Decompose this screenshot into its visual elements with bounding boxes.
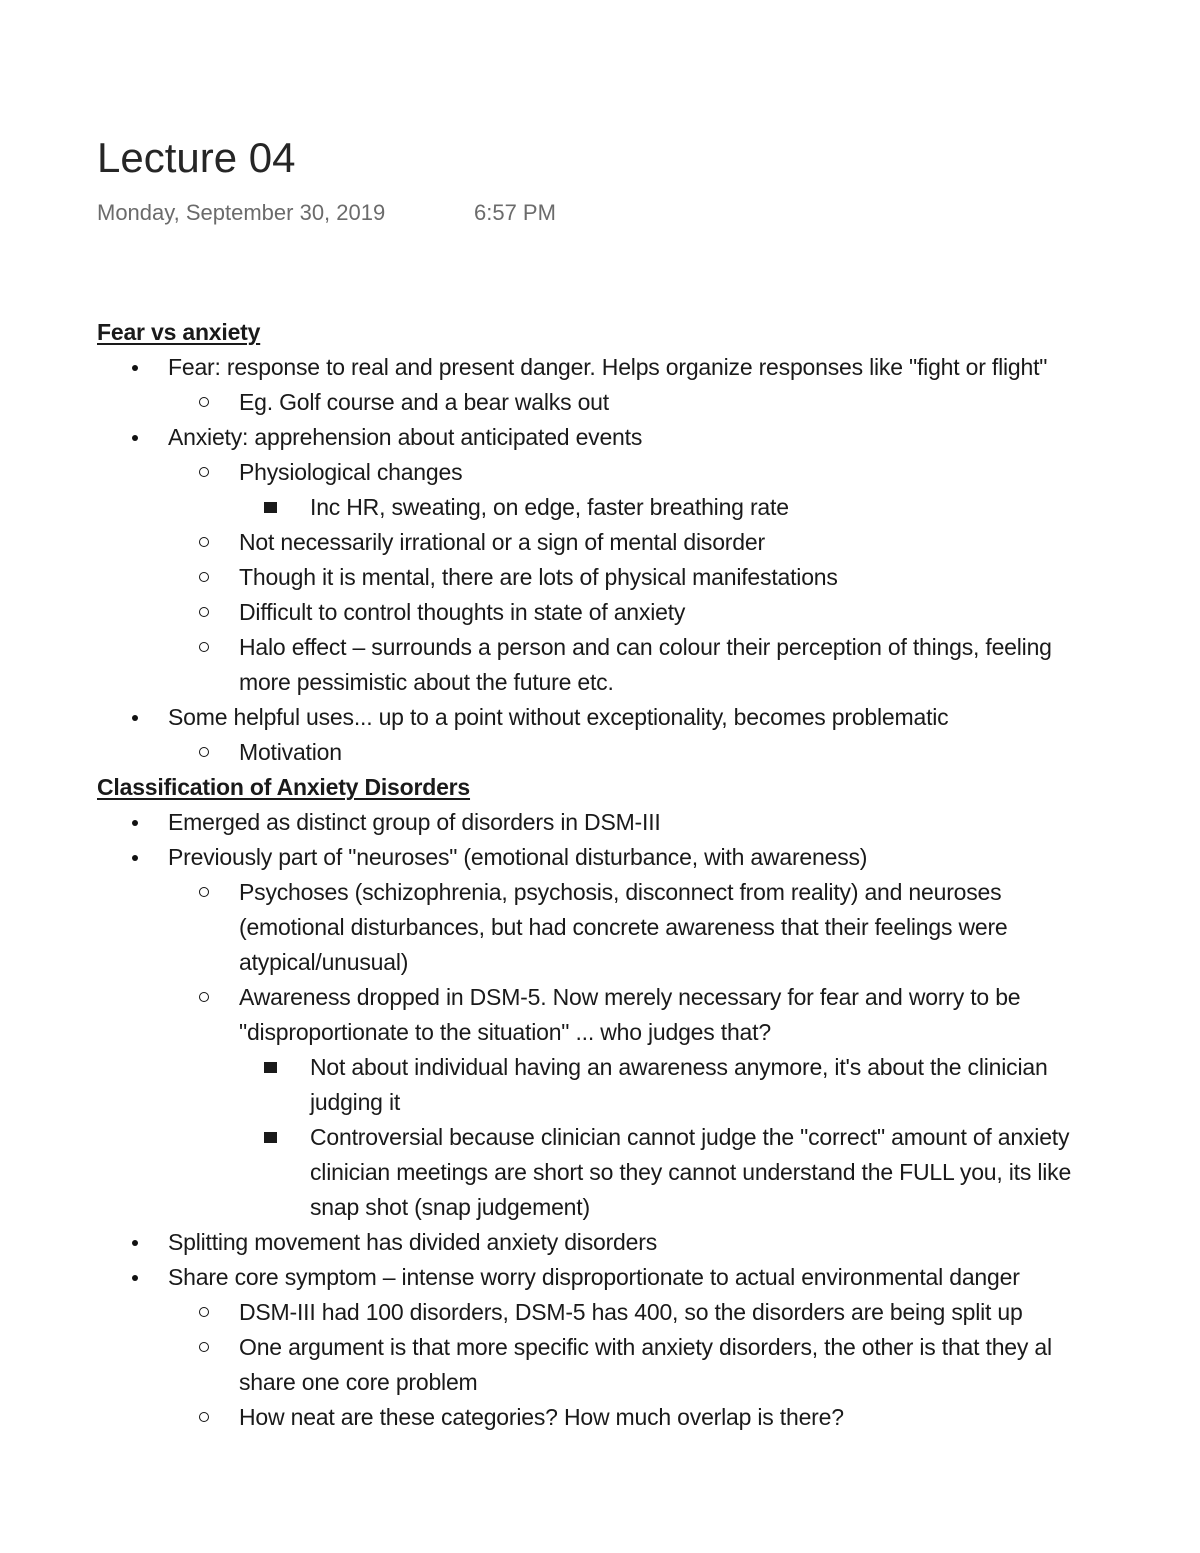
list-item <box>97 385 1200 420</box>
list-item-text: DSM-III had 100 disorders, DSM-5 has 400, so the disorders are being split up <box>239 1299 1023 1325</box>
bullet-circle-icon <box>194 525 214 560</box>
list-item-text: Controversial because clinician cannot judge the "correct" amount of anxiety <box>310 1124 1070 1150</box>
bullet-circle-icon <box>194 630 214 665</box>
list-item <box>97 1260 1200 1295</box>
bullet-square-icon <box>257 1120 277 1155</box>
list-item <box>97 630 1200 700</box>
bullet-dot-icon <box>125 840 145 875</box>
bullet-circle-icon <box>194 1295 214 1330</box>
note-timestamp <box>97 200 556 226</box>
list-item-text: Emerged as distinct group of disorders in DSM-III <box>168 809 661 835</box>
list-item-text: Motivation <box>239 739 342 765</box>
list-item-text: Psychoses (schizophrenia, psychosis, disconnect from reality) and neuroses <box>239 879 1002 905</box>
list-item-text: clinician meetings are short so they cannot understand the FULL you, its like <box>310 1159 1072 1185</box>
list-item <box>97 805 1200 840</box>
bullet-circle-icon <box>194 980 214 1015</box>
list-item-text: Previously part of "neuroses" (emotional disturbance, with awareness) <box>168 844 868 870</box>
list-item <box>97 1330 1200 1400</box>
bullet-dot-icon <box>125 700 145 735</box>
list-item-text: snap shot (snap judgement) <box>310 1194 590 1220</box>
list-item-text: "disproportionate to the situation" ... who judges that? <box>239 1019 771 1045</box>
list-item <box>97 420 1200 455</box>
list-item <box>97 1050 1200 1120</box>
list-item-text: Difficult to control thoughts in state of anxiety <box>239 599 686 625</box>
bullet-circle-icon <box>194 455 214 490</box>
list-item-text: Splitting movement has divided anxiety disorders <box>168 1229 657 1255</box>
bullet-circle-icon <box>194 875 214 910</box>
list-item-text: Awareness dropped in DSM-5. Now merely necessary for fear and worry to be <box>239 984 1021 1010</box>
list-item <box>97 525 1200 560</box>
list-item-text: Inc HR, sweating, on edge, faster breathing rate <box>310 494 789 520</box>
list-item-text: atypical/unusual) <box>239 949 409 975</box>
list-item <box>97 350 1200 385</box>
list-item-text: (emotional disturbances, but had concrete awareness that their feelings were <box>239 914 1008 940</box>
list-item-text: Halo effect – surrounds a person and can colour their perception of things, feeling <box>239 634 1052 660</box>
list-item <box>97 1225 1200 1260</box>
bullet-dot-icon <box>125 1225 145 1260</box>
section-heading: Fear vs anxiety <box>97 319 261 345</box>
list-item-text: Not about individual having an awareness anymore, it's about the clinician <box>310 1054 1048 1080</box>
bullet-circle-icon <box>194 1330 214 1365</box>
list-item <box>97 455 1200 490</box>
bullet-dot-icon <box>125 805 145 840</box>
list-item-text: Fear: response to real and present danger. Helps organize responses like "fight or flight" <box>168 354 1048 380</box>
list-item <box>97 980 1200 1050</box>
section-heading: Classification of Anxiety Disorders <box>97 774 471 800</box>
bullet-dot-icon <box>125 420 145 455</box>
bullet-dot-icon <box>125 350 145 385</box>
list-item <box>97 840 1200 875</box>
list-item-text: Share core symptom – intense worry disproportionate to actual environmental danger <box>168 1264 1020 1290</box>
list-item <box>97 1400 1200 1435</box>
list-item-text: How neat are these categories? How much overlap is there? <box>239 1404 844 1430</box>
list-item <box>97 595 1200 630</box>
list-item <box>97 490 1200 525</box>
list-item <box>97 875 1200 980</box>
bullet-circle-icon <box>194 560 214 595</box>
bullet-circle-icon <box>194 385 214 420</box>
list-item-text: Eg. Golf course and a bear walks out <box>239 389 609 415</box>
list-item <box>97 1295 1200 1330</box>
note-time: 6:57 PM <box>474 200 556 225</box>
bullet-circle-icon <box>194 595 214 630</box>
note-body <box>97 315 1200 1435</box>
list-item-text: Not necessarily irrational or a sign of mental disorder <box>239 529 765 555</box>
list-item-text: share one core problem <box>239 1369 478 1395</box>
list-item <box>97 1120 1200 1225</box>
bullet-square-icon <box>257 1050 277 1085</box>
bullet-circle-icon <box>194 1400 214 1435</box>
list-item-text: Anxiety: apprehension about anticipated events <box>168 424 643 450</box>
note-date: Monday, September 30, 2019 <box>97 200 386 225</box>
list-item <box>97 560 1200 595</box>
list-item-text: more pessimistic about the future etc. <box>239 669 614 695</box>
bullet-circle-icon <box>194 735 214 770</box>
bullet-dot-icon <box>125 1260 145 1295</box>
list-item-text: Some helpful uses... up to a point without exceptionality, becomes problematic <box>168 704 949 730</box>
list-item <box>97 735 1200 770</box>
list-item-text: Physiological changes <box>239 459 463 485</box>
list-item-text: One argument is that more specific with anxiety disorders, the other is that they al <box>239 1334 1052 1360</box>
list-item-text: judging it <box>310 1089 401 1115</box>
list-item <box>97 700 1200 735</box>
list-item-text: Though it is mental, there are lots of physical manifestations <box>239 564 838 590</box>
bullet-square-icon <box>257 490 277 525</box>
page-title: Lecture 04 <box>97 134 296 181</box>
